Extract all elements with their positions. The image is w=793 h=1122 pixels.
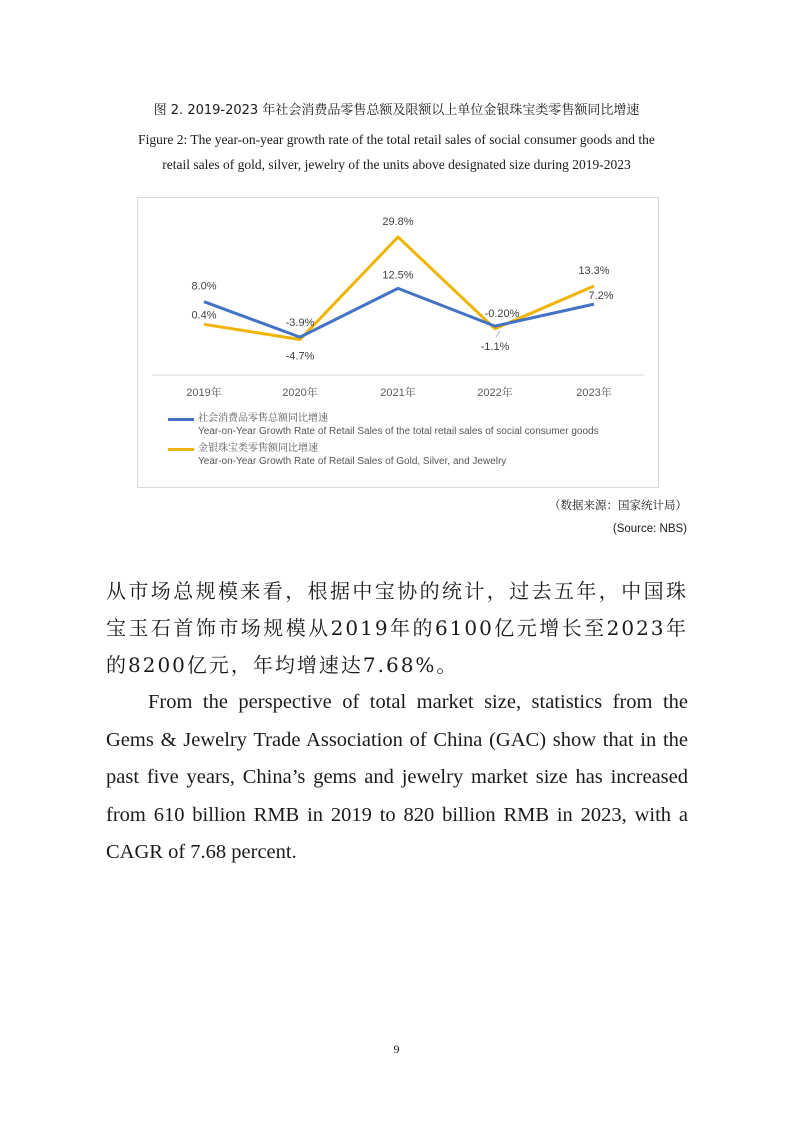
legend-label-zh: 社会消费品零售总额同比增速 [198,413,328,424]
data-label: 13.3% [578,264,610,277]
figure-caption-en-line1: Figure 2: The year-on-year growth rate of the total retail sales of social consumer goods and the [138,132,655,147]
x-tick-label: 2019年 [186,387,222,399]
chart-legend [166,412,599,472]
legend-label-en: Year-on-Year Growth Rate of Retail Sales of Gold, Silver, and Jewelry [198,456,507,467]
page-number: 9 [393,1042,400,1056]
data-label: 29.8% [382,215,414,228]
x-tick-label: 2021年 [380,387,416,399]
legend-swatch-gold [168,448,194,451]
data-label: -3.9% [285,317,315,330]
data-label: 8.0% [191,280,217,293]
source-note-zh: （数据来源：国家统计局） [549,498,687,512]
paragraph-en: From the perspective of total market size, statistics from the Gems & Jewelry Trade Association of China (GAC) show that in the past five years, China’s gems and jewelry market size has increased from 610 billion RMB in 2019 to 820 billion RMB in 2023, with a CAGR of 7.68 percent. [106,691,688,863]
label-leader-line [496,331,500,337]
data-label: -1.1% [480,340,510,353]
data-label: -0.20% [484,308,520,321]
data-label: 7.2% [588,290,614,303]
data-label: 12.5% [382,269,414,282]
x-tick-label: 2022年 [477,387,513,399]
x-tick-label: 2023年 [576,387,612,399]
x-tick-label: 2020年 [282,387,318,399]
data-label: 0.4% [191,309,217,322]
legend-label-zh: 金银珠宝类零售额同比增速 [198,443,318,454]
legend-item-gold-jewelry [166,442,599,468]
figure-caption-en-line2: retail sales of gold, silver, jewelry of the units above designated size during 2019-2023 [162,157,631,172]
figure-caption-zh: 图 2. 2019-2023 年社会消费品零售总额及限额以上单位金银珠宝类零售额同比增速 [153,103,640,118]
chart-container [137,197,659,488]
paragraph-zh: 从市场总规模来看，根据中宝协的统计，过去五年，中国珠宝玉石首饰市场规模从2019年的6100亿元增长至2023年的8200亿元，年均增速达7.68%。 [106,579,688,677]
legend-item-retail-sales [166,412,599,438]
legend-label-en: Year-on-Year Growth Rate of Retail Sales of the total retail sales of social consumer goods [198,426,599,437]
source-note-en: (Source: NBS) [612,523,687,535]
data-label: -4.7% [285,350,315,363]
legend-swatch-blue [168,418,194,421]
